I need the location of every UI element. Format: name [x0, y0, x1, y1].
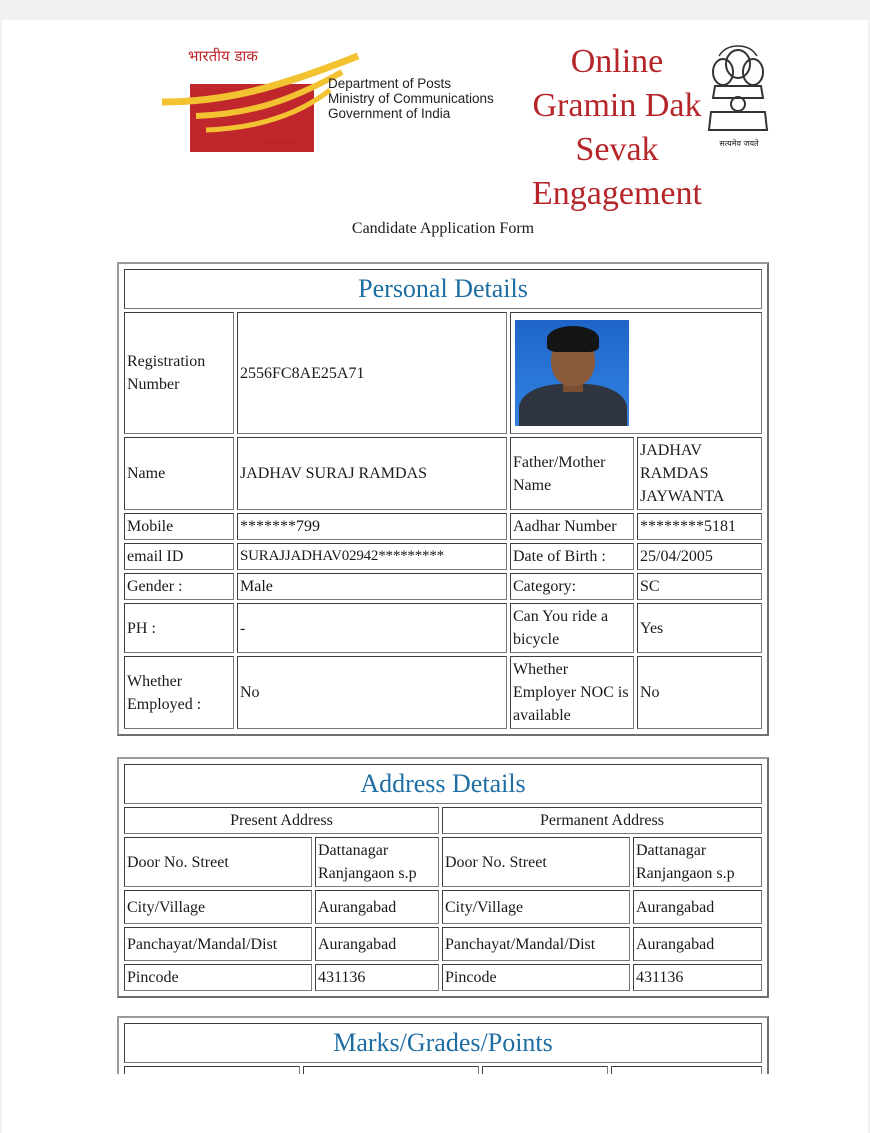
marks-col-1: [124, 1066, 300, 1074]
dept-line-3: Government of India: [328, 106, 451, 121]
marks-col-2: [303, 1066, 479, 1074]
permanent-pincode-label: Pincode: [442, 964, 630, 991]
present-city-label: City/Village: [124, 890, 312, 924]
present-city-value: Aurangabad: [315, 890, 439, 924]
aadhar-label: Aadhar Number: [510, 513, 634, 540]
personal-details-heading: Personal Details: [124, 269, 762, 309]
logo-caption: India Post: [260, 137, 297, 147]
marks-table: [121, 1020, 765, 1074]
dob-label: Date of Birth :: [510, 543, 634, 570]
marks-col-3: [482, 1066, 608, 1074]
logo-hindi-wordmark: भारतीय डाक: [188, 47, 258, 65]
gender-value: Male: [237, 573, 507, 600]
form-caption: Candidate Application Form: [351, 220, 535, 237]
registration-value: 2556FC8AE25A71: [237, 312, 507, 434]
employed-label: Whether Employed :: [124, 656, 234, 729]
present-door-label: Door No. Street: [124, 837, 312, 887]
name-value: JADHAV SURAJ RAMDAS: [237, 437, 507, 510]
permanent-pincode-value: 431136: [633, 964, 762, 991]
department-text: [328, 76, 494, 121]
present-address-heading: Present Address: [124, 807, 439, 834]
category-value: SC: [637, 573, 762, 600]
marks-col-4: [611, 1066, 762, 1074]
photo-cell: [510, 312, 762, 434]
emblem-motto: सत्यमेव जयते: [719, 139, 759, 148]
mobile-label: Mobile: [124, 513, 234, 540]
present-door-value: Dattanagar Ranjangaon s.p: [315, 837, 439, 887]
present-district-label: Panchayat/Mandal/Dist: [124, 927, 312, 961]
mobile-value: *******799: [237, 513, 507, 540]
gender-label: Gender :: [124, 573, 234, 600]
present-district-value: Aurangabad: [315, 927, 439, 961]
name-label: Name: [124, 437, 234, 510]
address-row: [124, 927, 762, 961]
permanent-city-label: City/Village: [442, 890, 630, 924]
address-row: [124, 837, 762, 887]
ph-value: -: [237, 603, 507, 653]
permanent-district-label: Panchayat/Mandal/Dist: [442, 927, 630, 961]
dept-line-2: Ministry of Communications: [328, 91, 494, 106]
address-details-section: [117, 757, 769, 998]
marks-section: [117, 1016, 769, 1074]
title-line-3: Sevak: [575, 131, 659, 168]
present-pincode-label: Pincode: [124, 964, 312, 991]
parent-name-label: Father/Mother Name: [510, 437, 634, 510]
personal-details-section: [117, 262, 769, 736]
marks-heading: Marks/Grades/Points: [124, 1023, 762, 1063]
permanent-door-label: Door No. Street: [442, 837, 630, 887]
category-label: Category:: [510, 573, 634, 600]
address-details-heading: Address Details: [124, 764, 762, 804]
title-line-1: Online: [570, 43, 664, 80]
national-emblem-icon: [703, 42, 773, 142]
candidate-photo: [515, 320, 629, 426]
address-row: [124, 890, 762, 924]
email-label: email ID: [124, 543, 234, 570]
permanent-address-heading: Permanent Address: [442, 807, 762, 834]
portal-title: [520, 40, 714, 216]
title-line-2: Gramin Dak: [532, 87, 702, 124]
personal-details-table: [121, 266, 765, 732]
address-row: [124, 964, 762, 991]
bicycle-value: Yes: [637, 603, 762, 653]
noc-value: No: [637, 656, 762, 729]
noc-label: Whether Employer NOC is available: [510, 656, 634, 729]
permanent-city-value: Aurangabad: [633, 890, 762, 924]
present-pincode-value: 431136: [315, 964, 439, 991]
registration-label: Registration Number: [124, 312, 234, 434]
dept-line-1: Department of Posts: [328, 76, 452, 91]
dob-value: 25/04/2005: [637, 543, 762, 570]
bicycle-label: Can You ride a bicycle: [510, 603, 634, 653]
permanent-door-value: Dattanagar Ranjangaon s.p: [633, 837, 762, 887]
address-details-table: [121, 761, 765, 994]
parent-name-value: JADHAV RAMDAS JAYWANTA: [637, 437, 762, 510]
title-line-4: Engagement: [532, 175, 702, 212]
email-value: SURAJJADHAV02942*********: [237, 543, 507, 570]
aadhar-value: ********5181: [637, 513, 762, 540]
permanent-district-value: Aurangabad: [633, 927, 762, 961]
ph-label: PH :: [124, 603, 234, 653]
employed-value: No: [237, 656, 507, 729]
